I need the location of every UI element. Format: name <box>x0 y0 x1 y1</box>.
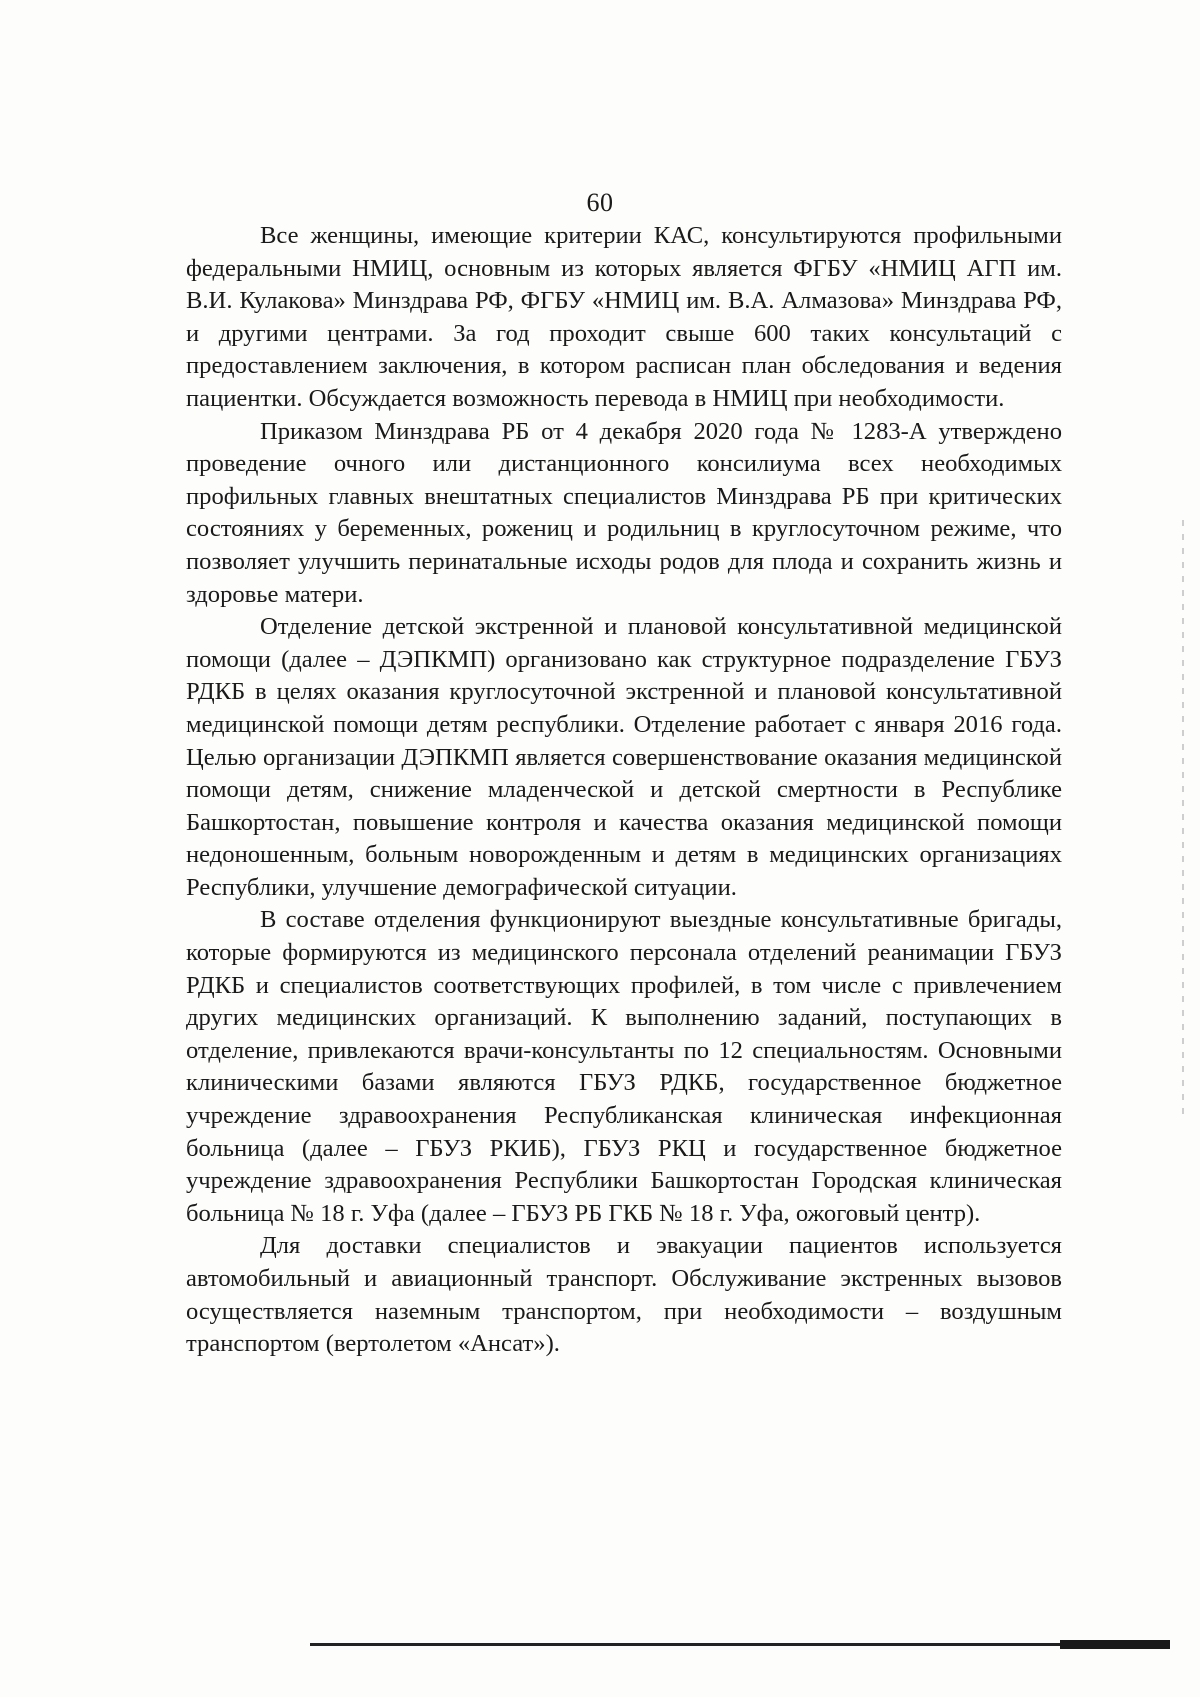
page-number: 60 <box>586 188 614 217</box>
footer-rule-end <box>1060 1640 1170 1649</box>
paragraph-consultative-brigades: В составе отделения функционируют выездные консультативные бригады, которые формируются из медицинского персонала отделений реанимации ГБУЗ РДКБ и специалистов соответствующих профилей, в том числе с привлечением других медицинских организаций. К выполнению заданий, поступающих в отделение, привлекаются врачи-консультанты по 12 специальностям. Основными клиническими базами являются ГБУЗ РДКБ, государственное бюджетное учреждение здравоохранения Республиканская клиническая инфекционная больница (далее – ГБУЗ РКИБ), ГБУЗ РКЦ и государственное бюджетное учреждение здравоохранения Республики Башкортостан Городская клиническая больница № 18 г. Уфа (далее – ГБУЗ РБ ГКБ № 18 г. Уфа, ожоговый центр). <box>186 906 1062 1227</box>
paragraph-kas-consultations: Все женщины, имеющие критерии КАС, консультируются профильными федеральными НМИЦ, основным из которых является ФГБУ «НМИЦ АГП им. В.И. Кулакова» Минздрава РФ, ФГБУ «НМИЦ им. В.А. Алмазова» Минздрава РФ, и другими центрами. За год проходит свыше 600 таких консультаций с предоставлением заключения, в котором расписан план обследования и ведения пациентки. Обсуждается возможность перевода в НМИЦ при необходимости. <box>186 222 1062 412</box>
scan-edge-mark <box>1182 520 1184 1120</box>
paragraph-order-1283: Приказом Минздрава РБ от 4 декабря 2020 года № 1283-А утверждено проведение очного или дистанционного консилиума всех необходимых профильных главных внештатных специалистов Минздрава РБ при критических состояниях у беременных, рожениц и родильниц в круглосуточном режиме, что позволяет улучшить перинатальные исходы родов для плода и сохранить жизнь и здоровье матери. <box>186 417 1062 608</box>
footer-rule <box>310 1643 1170 1646</box>
paragraph-transport: Для доставки специалистов и эвакуации пациентов используется автомобильный и авиационный транспорт. Обслуживание экстренных вызовов осуществляется наземным транспортом, при необходимости – воздушным транспортом (вертолетом «Ансат»). <box>186 1232 1062 1358</box>
body-text <box>186 220 1062 1361</box>
paragraph-depkmp-department: Отделение детской экстренной и плановой консультативной медицинской помощи (далее – ДЭПКМП) организовано как структурное подразделение ГБУЗ РДКБ в целях оказания круглосуточной экстренной и плановой консультативной медицинской помощи детям республики. Отделение работает с января 2016 года. Целью организации ДЭПКМП является совершенствование оказания медицинской помощи детям, снижение младенческой и детской смертности в Республике Башкортостан, повышение контроля и качества оказания медицинской помощи недоношенным, больным новорожденным и детям в медицинских организациях Республики, улучшение демографической ситуации. <box>186 613 1062 901</box>
